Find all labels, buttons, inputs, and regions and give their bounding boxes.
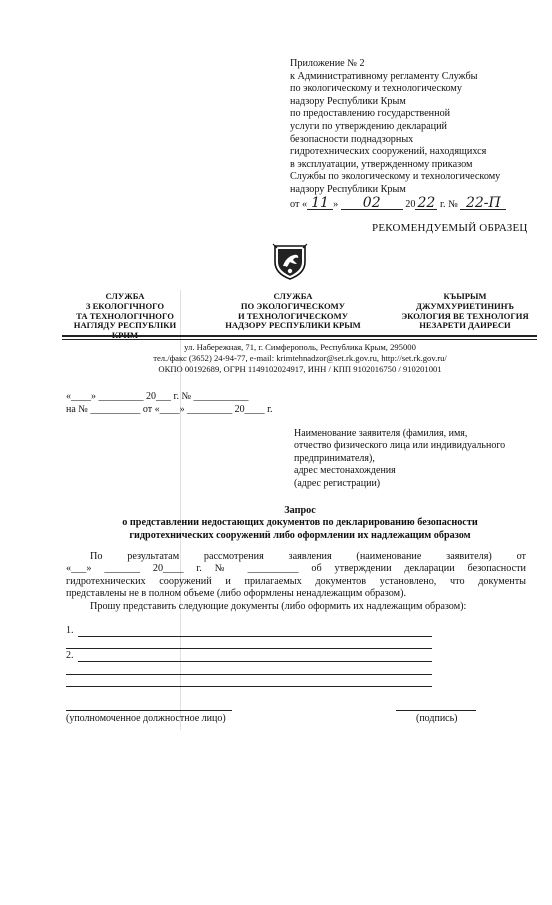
order-number: 22-П [460, 197, 506, 211]
applicant-line: предпринимателя), [294, 452, 375, 464]
registration-block [66, 390, 273, 416]
applicant-line: (адрес регистрации) [294, 477, 381, 489]
appendix-line: в эксплуатации, утвержденному приказом [290, 158, 473, 170]
appendix-line: услуги по утверждению деклараций [290, 120, 448, 132]
order-day: 11 [307, 197, 333, 211]
org-line: И ТЕХНОЛОГИЧЕСКОМУ [237, 310, 349, 321]
org-line: ПО ЭКОЛОГИЧЕСКОМУ [240, 300, 346, 311]
order-no-prefix: г. № [439, 198, 458, 210]
signature-line-official [66, 710, 232, 711]
fill-line [78, 636, 432, 637]
org-line: СЛУЖБА [273, 291, 313, 301]
org-name-crimean-tatar [390, 292, 540, 331]
registration-line: «____» _________ 20___ г. № ___________ [66, 391, 249, 402]
order-prefix: от « [290, 198, 308, 210]
body-line: гидротехнических сооружений и прилагаемых документов установлено, что документы [66, 575, 526, 587]
fill-line [66, 674, 432, 675]
appendix-line: Службы по экологическому и технологическому [290, 171, 501, 183]
org-line: З ЕКОЛОГІЧНОГО [85, 300, 165, 311]
signature-line-sign [396, 710, 476, 711]
applicant-line: адрес местонахождения [294, 465, 396, 477]
fill-line [66, 686, 432, 687]
fill-line [78, 661, 432, 662]
crimea-emblem-icon [272, 242, 308, 280]
list-item-number: 2. [66, 650, 74, 661]
appendix-line: надзору Республики Крым [290, 183, 406, 195]
appendix-block [290, 58, 506, 213]
contacts-block [60, 342, 540, 375]
request-body [66, 551, 526, 613]
appendix-line: по предоставлению государственной [290, 108, 451, 120]
applicant-line: Наименование заявителя (фамилия, имя, [294, 428, 468, 439]
org-name-russian [218, 292, 368, 331]
header-divider-thick [62, 335, 537, 337]
request-title-block [60, 505, 540, 542]
contacts-phone: тел./факс (3652) 24-94-77, e-mail: krimtehnadzor@set.rk.gov.ru, http://set.rk.gov.ru/ [153, 353, 447, 363]
header-divider-thin [62, 339, 537, 340]
order-year: 22 [415, 197, 437, 211]
appendix-line: по экологическому и технологическому [290, 83, 462, 95]
registration-reply-line: на № __________ от «____» _________ 20____ г. [66, 404, 273, 415]
paper-fold-line [180, 290, 181, 730]
body-line: По результатам рассмотрения заявления (наименование заявителя) от [90, 551, 526, 562]
applicant-line: отчество физического лица или индивидуального [294, 440, 506, 452]
order-month: 02 [341, 197, 403, 211]
fill-line [66, 648, 432, 649]
appendix-line: к Административному регламенту Службы [290, 70, 478, 82]
org-line: ЭКОЛОГИЯ ВЕ ТЕХНОЛОГИЯ [401, 310, 529, 321]
order-year-prefix: 20 [405, 198, 416, 210]
contacts-address: ул. Набережная, 71, г. Симферополь, Республика Крым, 295000 [184, 342, 416, 352]
appendix-line: безопасности поднадзорных [290, 133, 414, 145]
request-subtitle: о представлении недостающих документов по декларированию безопасности [122, 517, 478, 529]
appendix-line: гидротехнических сооружений, находящихся [290, 146, 487, 158]
contacts-codes: ОКПО 00192689, ОГРН 1149102024917, ИНН / КПП 9102016750 / 910201001 [158, 364, 442, 374]
request-title: Запрос [284, 505, 316, 516]
signature-official-label: (уполномоченное должностное лицо) [66, 713, 226, 724]
order-date-line [290, 194, 506, 213]
org-line: НЕЗАРЕТИ ДАИРЕСИ [419, 320, 511, 331]
list-item-number: 1. [66, 625, 74, 636]
body-line: представлены не в полном объеме (либо оформлены ненадлежащим образом). [66, 588, 407, 600]
org-line: КЪЫРЫМ [443, 291, 487, 301]
org-line: НАГЛЯДУ РЕСПУБЛІКИ [73, 320, 177, 331]
order-mid: » [333, 198, 339, 210]
org-line: НАДЗОРУ РЕСПУБЛИКИ КРЫМ [225, 320, 361, 331]
org-line: ТА ТЕХНОЛОГІЧНОГО [76, 310, 174, 321]
appendix-line: Приложение № 2 [290, 58, 365, 69]
org-line: ДЖУМХУРИЕТИНИНЪ [416, 300, 514, 311]
recommended-sample-label: РЕКОМЕНДУЕМЫЙ ОБРАЗЕЦ [372, 222, 528, 234]
body-line: «___» _______ 20____ г. № __________ об утверждении декларации безопасности [66, 563, 526, 575]
org-name-ukrainian [60, 292, 190, 341]
org-line: СЛУЖБА [105, 291, 145, 301]
applicant-block [294, 428, 505, 490]
appendix-line: надзору Республики Крым [290, 95, 406, 107]
body-line: Прошу представить следующие документы (либо оформить их надлежащим образом): [90, 600, 467, 612]
signature-sign-label: (подпись) [416, 713, 458, 724]
request-subtitle: гидротехнических сооружений либо оформлении их надлежащим образом [129, 529, 471, 541]
